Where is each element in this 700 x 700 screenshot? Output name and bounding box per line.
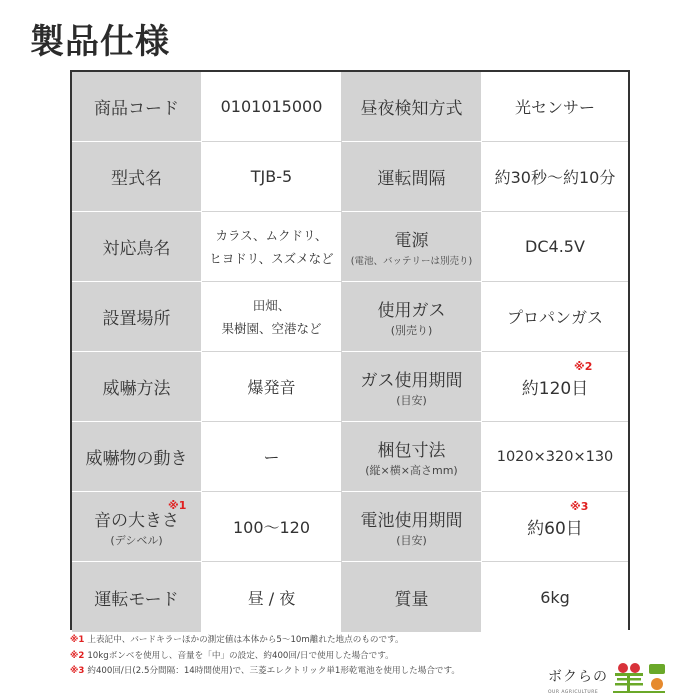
footnote: ※2 10kgボンベを使用し、音量を「中」の設定、約400回/日で使用した場合です。 xyxy=(70,650,394,661)
logo-text: ボクらの xyxy=(548,669,608,685)
label-cell: 運転間隔 xyxy=(342,142,482,212)
value-cell: 100～120 xyxy=(202,492,342,562)
label-cell: 設置場所 xyxy=(72,282,202,352)
value-cell: TJB-5 xyxy=(202,142,342,212)
value-cell: カラス、ムクドリ、 ヒヨドリ、スズメなど xyxy=(202,212,342,282)
note-mark: ※2 xyxy=(574,360,593,373)
label-cell: 商品コード xyxy=(72,72,202,142)
label-cell: 梱包寸法 (縦×横×高さmm) xyxy=(342,422,482,492)
page-title: 製品仕様 xyxy=(30,22,170,62)
table-row xyxy=(72,562,628,632)
footnote: ※3 約400回/日(2.5分間隔：14時間使用)で、三菱エレクトリック単1形乾電池を使用した場合です。 xyxy=(70,666,461,676)
value-cell: プロパンガス xyxy=(482,282,628,352)
label-cell: ※1 音の大きさ (デシベル) xyxy=(72,492,202,562)
label-cell: 威嚇物の動き xyxy=(72,422,202,492)
note-mark: ※1 xyxy=(168,499,187,512)
table-row xyxy=(72,142,628,212)
label-subnote: (縦×横×高さmm) xyxy=(365,463,458,477)
label-cell: 型式名 xyxy=(72,142,202,212)
spec-table xyxy=(70,70,630,630)
farm-logo-icon xyxy=(611,662,669,694)
table-row xyxy=(72,72,628,142)
label-cell: ガス使用期間 (目安) xyxy=(342,352,482,422)
value-cell: 0101015000 xyxy=(202,72,342,142)
label-cell: 威嚇方法 xyxy=(72,352,202,422)
value-cell: DC4.5V xyxy=(482,212,628,282)
value-cell: 約30秒～約10分 xyxy=(482,142,628,212)
label-subnote: (目安) xyxy=(396,533,427,547)
note-mark: ※3 xyxy=(570,500,589,513)
label-subnote: (電池、バッテリーは別売り) xyxy=(350,256,473,267)
table-row xyxy=(72,422,628,492)
label-cell: 電池使用期間 (目安) xyxy=(342,492,482,562)
value-cell: 田畑、 果樹園、空港など xyxy=(202,282,342,352)
label-subnote: (デシベル) xyxy=(110,533,163,547)
label-cell: 使用ガス (別売り) xyxy=(342,282,482,352)
label-cell: 運転モード xyxy=(72,562,202,632)
value-cell: 1020×320×130 xyxy=(482,422,628,492)
value-cell: ※2 約120日 xyxy=(482,352,628,422)
label-subnote: (別売り) xyxy=(390,323,433,337)
value-cell: 6kg xyxy=(482,562,628,632)
brand-logo xyxy=(548,662,669,694)
label-cell: 対応鳥名 xyxy=(72,212,202,282)
value-cell: 爆発音 xyxy=(202,352,342,422)
value-cell: ※3 約60日 xyxy=(482,492,628,562)
table-row xyxy=(72,212,628,282)
table-row xyxy=(72,282,628,352)
label-cell: 昼夜検知方式 xyxy=(342,72,482,142)
value-cell: 昼 / 夜 xyxy=(202,562,342,632)
label-cell: 質量 xyxy=(342,562,482,632)
table-row xyxy=(72,492,628,562)
value-cell: 光センサー xyxy=(482,72,628,142)
footnote: ※1 上表記中、バードキラーほかの測定値は本体から5～10m離れた地点のものです。 xyxy=(70,635,404,645)
footnotes xyxy=(70,633,590,680)
value-cell: ー xyxy=(202,422,342,492)
table-row xyxy=(72,352,628,422)
label-cell: 電源 (電池、バッテリーは別売り) xyxy=(342,212,482,282)
logo-subtitle: OUR AGRICULTURE xyxy=(548,690,599,695)
label-subnote: (目安) xyxy=(396,393,427,407)
